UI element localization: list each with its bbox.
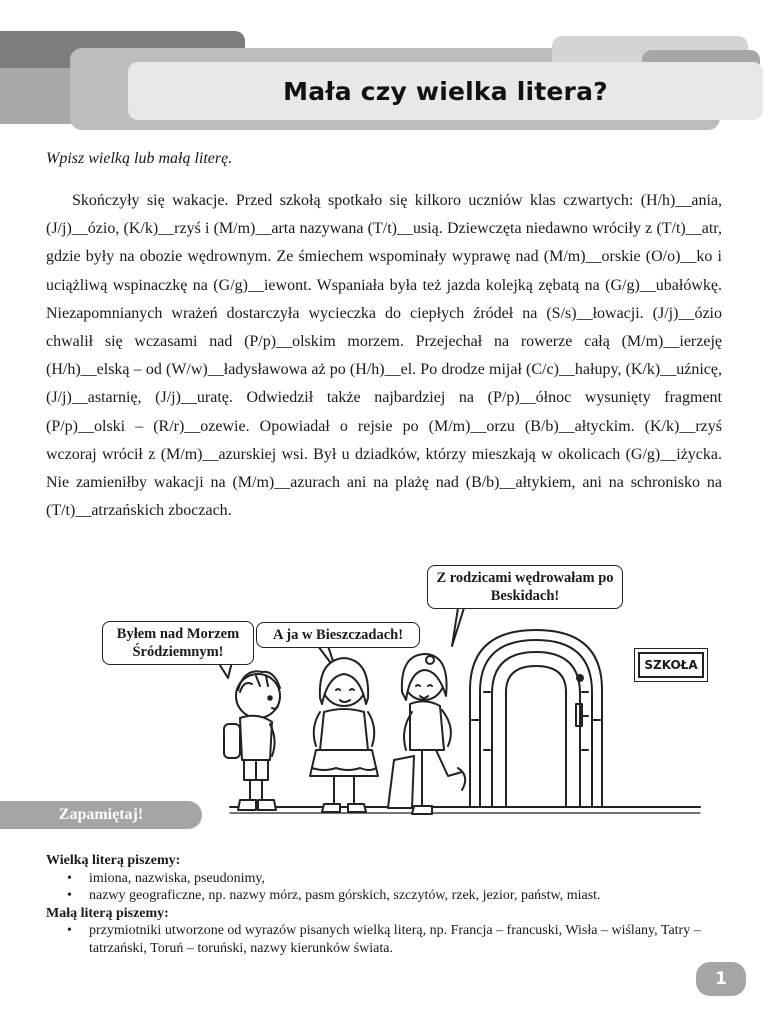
- uppercase-list: [46, 870, 736, 905]
- lowercase-list: [46, 922, 736, 957]
- girl-figure: [388, 654, 465, 814]
- exercise-paragraph: Skończyły się wakacje. Przed szkołą spotkało się kilkoro uczniów klas czwartych: (H/h)__ania, (J/j)__ózio, (K/k)__rzyś i (M/m)__arta nazywana (T/t)__usią. Dziewczęta niedawno wróciły z (T/t)__atr, gdzie były na obozie wędrownym. Ze śmiechem wspominały wyprawę nad (M/m)__orskie (O/o)__ko i uciążliwą wspinaczkę na (G/g)__iewont. Wspaniała była też jazda kolejką zębatą na (G/g)__ubałówkę. Niezapomnianych wrażeń dostarczyła wycieczka do ciepłych źródeł na (S/s)__łowacji. (J/j)__ózio chwalił się wczasami nad (P/p)__olskim morzem. Przejechał na rowerze całą (M/m)__ierzeję (H/h)__elską – od (W/w)__ładysławowa aż po (H/h)__el. Po drodze mijał (C/c)__hałupy, (K/k)__uźnicę, (J/j)__astarnię, (J/j)__uratę. Odwiedził także najbardziej na (P/p)__ółnoc wysunięty fragment (P/p)__olski – (R/r)__ozewie. Opowiadał o rejsie po (M/m)__orzu (B/b)__ałtyckim. (K/k)__rzyś wczoraj wrócił z (M/m)__azurskiej wsi. Był u dziadków, którzy mieszkają w okolicach (G/g)__iżycka. Nie zamieniłby wakacji na (M/m)__azurach ani na plażę nad (B/b)__ałtykiem, ani na schronisko na (T/t)__atrzańskich zboczach.: [46, 192, 722, 520]
- remember-label: Zapamiętaj!: [0, 801, 202, 829]
- instruction: Wpisz wielką lub małą literę.: [46, 150, 233, 167]
- page-number: 1: [696, 962, 746, 996]
- uppercase-heading: Wielką literą piszemy:: [46, 853, 181, 868]
- school-door: [470, 630, 602, 806]
- list-item: • nazwy geograficzne, np. nazwy mórz, pasm górskich, szczytów, rzek, jezior, państw, miast.: [89, 887, 736, 905]
- title-banner: [128, 62, 763, 120]
- bubble-tail: [452, 608, 464, 646]
- list-item: • przymiotniki utworzone od wyrazów pisanych wielką literą, np. Francja – francuski, Wisła – wiślany, Tatry – tatrzański, Toruń – toruński, nazwy kierunków świata.: [89, 922, 736, 957]
- boy-figure: [224, 671, 280, 810]
- speech-bubble-girl-2: Z rodzicami wędrowałam po Beskidach!: [427, 565, 623, 609]
- list-item: • imiona, nazwiska, pseudonimy,: [89, 870, 736, 888]
- school-sign: SZKOŁA: [638, 652, 704, 678]
- speech-bubble-boy: Byłem nad Morzem Śródziemnym!: [102, 621, 254, 665]
- speech-bubble-girl-1: A ja w Bieszczadach!: [256, 622, 420, 648]
- girl-figure: [310, 658, 378, 812]
- remember-rules: [46, 852, 736, 957]
- lowercase-heading: Małą literą piszemy:: [46, 905, 169, 921]
- page-title: Mała czy wielka litera?: [283, 76, 608, 106]
